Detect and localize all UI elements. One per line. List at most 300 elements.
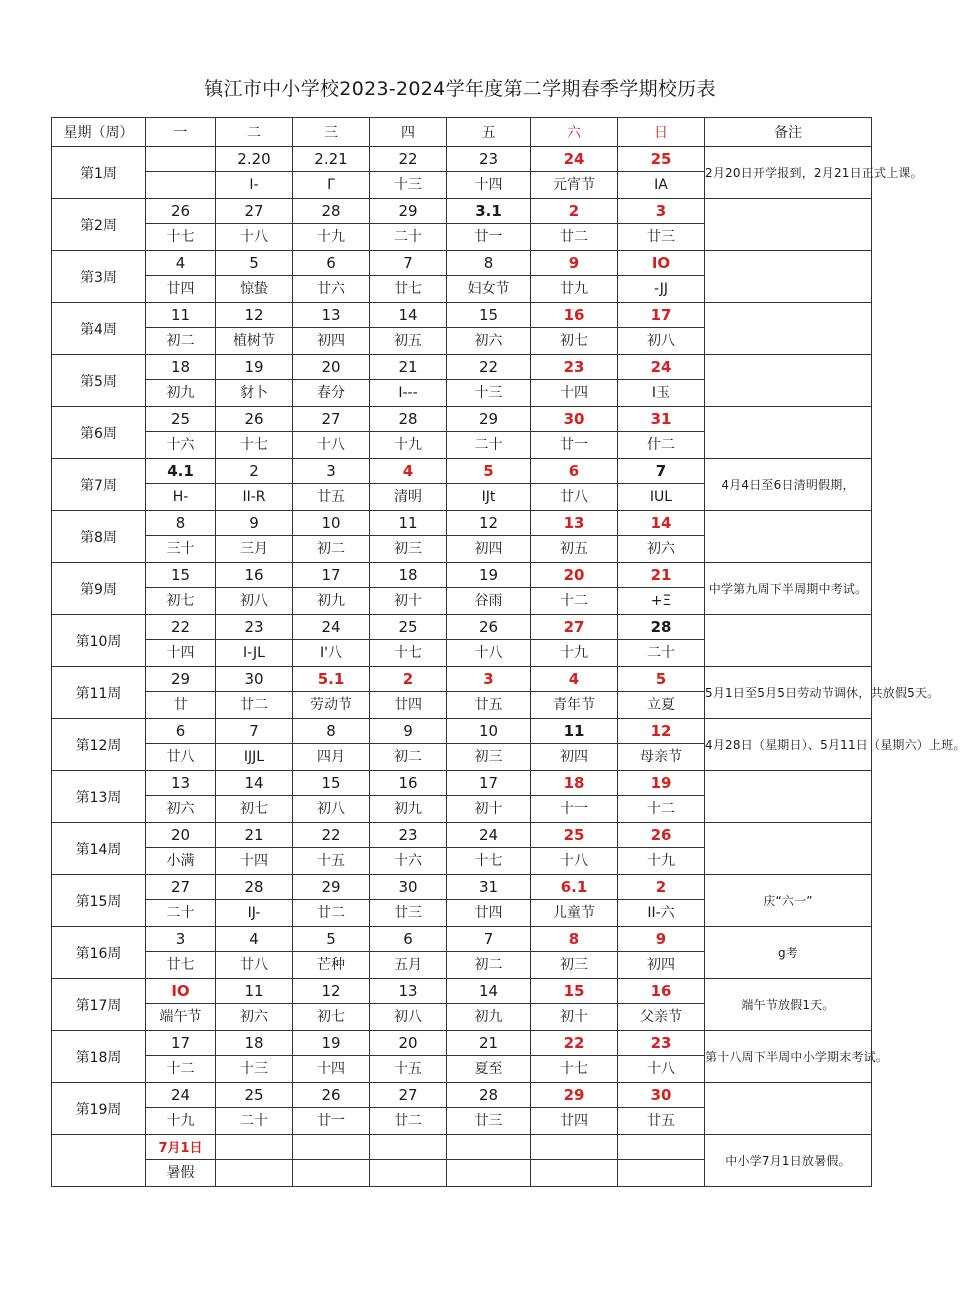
week-row xyxy=(52,251,872,276)
week-label: 第18周 xyxy=(52,1031,146,1083)
lunar-cell: IJJL xyxy=(216,744,293,771)
date-cell: 15 xyxy=(531,979,618,1004)
lunar-cell: 初五 xyxy=(531,536,618,563)
lunar-cell: 廿三 xyxy=(618,224,705,251)
empty-cell xyxy=(216,1135,293,1160)
header-notes: 备注 xyxy=(705,118,872,147)
lunar-cell: 元宵节 xyxy=(531,172,618,199)
date-cell: 9 xyxy=(531,251,618,276)
lunar-cell: 十八 xyxy=(447,640,531,667)
header-day: 六 xyxy=(531,118,618,147)
date-cell: 29 xyxy=(531,1083,618,1108)
date-cell: 7 xyxy=(618,459,705,484)
lunar-cell: 初二 xyxy=(447,952,531,979)
empty-week-label xyxy=(52,1135,146,1187)
lunar-cell: 三十 xyxy=(146,536,216,563)
date-cell: 29 xyxy=(293,875,370,900)
lunar-cell: 初六 xyxy=(146,796,216,823)
lunar-cell: 劳动节 xyxy=(293,692,370,719)
lunar-cell xyxy=(146,172,216,199)
week-label: 第1周 xyxy=(52,147,146,199)
notes-cell: 第十八周下半周中小学期末考试。 xyxy=(705,1031,872,1083)
empty-cell xyxy=(370,1135,447,1160)
lunar-cell: 二十 xyxy=(618,640,705,667)
lunar-cell: 初三 xyxy=(370,536,447,563)
lunar-cell: 廿八 xyxy=(531,484,618,511)
date-cell: 29 xyxy=(146,667,216,692)
header-day: 二 xyxy=(216,118,293,147)
date-cell: 5 xyxy=(293,927,370,952)
lunar-cell: H- xyxy=(146,484,216,511)
week-label: 第5周 xyxy=(52,355,146,407)
date-cell: 23 xyxy=(531,355,618,380)
empty-cell xyxy=(293,1135,370,1160)
date-cell: 5 xyxy=(216,251,293,276)
empty-cell xyxy=(216,1160,293,1187)
lunar-cell: 廿四 xyxy=(447,900,531,927)
date-cell: 4 xyxy=(531,667,618,692)
lunar-cell: 廿二 xyxy=(370,1108,447,1135)
week-row xyxy=(52,355,872,380)
empty-cell xyxy=(531,1135,618,1160)
week-row xyxy=(52,875,872,900)
date-cell: 2 xyxy=(531,199,618,224)
notes-cell: 4月4日至6日清明假期， xyxy=(705,459,872,511)
date-cell: 7 xyxy=(447,927,531,952)
lunar-cell: 廿九 xyxy=(531,276,618,303)
date-cell: 13 xyxy=(293,303,370,328)
lunar-cell: 廿二 xyxy=(293,900,370,927)
lunar-cell: 初九 xyxy=(146,380,216,407)
date-cell: 2.21 xyxy=(293,147,370,172)
date-cell: 28 xyxy=(370,407,447,432)
date-cell: 26 xyxy=(447,615,531,640)
week-label: 第2周 xyxy=(52,199,146,251)
date-cell: 16 xyxy=(531,303,618,328)
date-cell: 4 xyxy=(146,251,216,276)
date-cell: 18 xyxy=(146,355,216,380)
week-row xyxy=(52,1083,872,1108)
lunar-cell: 廿四 xyxy=(146,276,216,303)
date-cell: 6.1 xyxy=(531,875,618,900)
week-row xyxy=(52,199,872,224)
lunar-cell: 十七 xyxy=(447,848,531,875)
lunar-cell: 初七 xyxy=(531,328,618,355)
lunar-cell: 二十 xyxy=(447,432,531,459)
lunar-cell: 十三 xyxy=(370,172,447,199)
date-cell: 24 xyxy=(447,823,531,848)
date-cell: 5 xyxy=(447,459,531,484)
lunar-cell: 初三 xyxy=(531,952,618,979)
date-cell: 5 xyxy=(618,667,705,692)
date-cell: 9 xyxy=(370,719,447,744)
week-label: 第8周 xyxy=(52,511,146,563)
lunar-cell: 廿四 xyxy=(370,692,447,719)
week-label: 第4周 xyxy=(52,303,146,355)
notes-cell: 中学第九周下半周期中考试。 xyxy=(705,563,872,615)
date-cell: 26 xyxy=(618,823,705,848)
date-cell: 31 xyxy=(447,875,531,900)
lunar-cell: 十四 xyxy=(293,1056,370,1083)
calendar-table xyxy=(51,117,966,1187)
date-cell: 24 xyxy=(146,1083,216,1108)
date-cell: 26 xyxy=(293,1083,370,1108)
lunar-cell: 初十 xyxy=(370,588,447,615)
week-label: 第10周 xyxy=(52,615,146,667)
lunar-cell: 五月 xyxy=(370,952,447,979)
date-cell: 10 xyxy=(447,719,531,744)
lunar-cell: 初四 xyxy=(447,536,531,563)
lunar-cell: IUL xyxy=(618,484,705,511)
lunar-cell: II-六 xyxy=(618,900,705,927)
lunar-cell: 廿四 xyxy=(531,1108,618,1135)
header-day: 一 xyxy=(146,118,216,147)
week-label: 第9周 xyxy=(52,563,146,615)
date-cell: 28 xyxy=(618,615,705,640)
date-cell: 18 xyxy=(370,563,447,588)
lunar-cell: 初九 xyxy=(447,1004,531,1031)
week-row xyxy=(52,615,872,640)
date-cell: 19 xyxy=(216,355,293,380)
lunar-cell: 廿一 xyxy=(447,224,531,251)
lunar-cell: II-R xyxy=(216,484,293,511)
notes-cell: 庆“六一” xyxy=(705,875,872,927)
lunar-cell: 十八 xyxy=(531,848,618,875)
week-row xyxy=(52,979,872,1004)
lunar-cell: 廿八 xyxy=(146,744,216,771)
date-cell: 22 xyxy=(447,355,531,380)
lunar-cell: 廿六 xyxy=(293,276,370,303)
lunar-cell: 廿五 xyxy=(447,692,531,719)
date-cell: 14 xyxy=(216,771,293,796)
date-cell: 3 xyxy=(447,667,531,692)
date-cell: 24 xyxy=(618,355,705,380)
week-row xyxy=(52,667,872,692)
date-cell: 2.20 xyxy=(216,147,293,172)
lunar-cell: 十九 xyxy=(146,1108,216,1135)
lunar-cell: 三月 xyxy=(216,536,293,563)
lunar-cell: 十四 xyxy=(531,380,618,407)
date-cell: 20 xyxy=(531,563,618,588)
date-cell: 30 xyxy=(216,667,293,692)
week-row xyxy=(52,771,872,796)
lunar-cell: 什二 xyxy=(618,432,705,459)
date-cell: 23 xyxy=(618,1031,705,1056)
week-row xyxy=(52,1031,872,1056)
notes-cell: 4月28日（星期日）、5月11日（星期六）上班。 xyxy=(705,719,872,771)
notes-cell xyxy=(705,511,872,563)
date-cell: 17 xyxy=(618,303,705,328)
summer-note: 中小学7月1日放暑假。 xyxy=(705,1135,872,1187)
date-cell: 21 xyxy=(447,1031,531,1056)
lunar-cell: 初四 xyxy=(531,744,618,771)
lunar-cell: 廿八 xyxy=(216,952,293,979)
lunar-cell: 初十 xyxy=(447,796,531,823)
lunar-cell: 十二 xyxy=(146,1056,216,1083)
date-cell: 10 xyxy=(293,511,370,536)
date-cell: 7 xyxy=(216,719,293,744)
date-cell: 26 xyxy=(216,407,293,432)
lunar-cell: 初二 xyxy=(370,744,447,771)
empty-cell xyxy=(370,1160,447,1187)
date-cell: 20 xyxy=(293,355,370,380)
date-cell: 13 xyxy=(370,979,447,1004)
date-cell: 14 xyxy=(618,511,705,536)
lunar-cell: 初八 xyxy=(618,328,705,355)
lunar-cell: 十七 xyxy=(146,224,216,251)
week-label: 第11周 xyxy=(52,667,146,719)
date-cell: 27 xyxy=(531,615,618,640)
date-cell: 30 xyxy=(531,407,618,432)
date-cell: 29 xyxy=(370,199,447,224)
date-cell: 27 xyxy=(146,875,216,900)
lunar-cell: 廿五 xyxy=(618,1108,705,1135)
date-cell: 3 xyxy=(618,199,705,224)
date-cell: 19 xyxy=(618,771,705,796)
date-cell: 8 xyxy=(447,251,531,276)
date-cell: 12 xyxy=(216,303,293,328)
date-cell: 27 xyxy=(370,1083,447,1108)
date-cell: 15 xyxy=(146,563,216,588)
lunar-cell: 小满 xyxy=(146,848,216,875)
date-cell: 27 xyxy=(293,407,370,432)
date-cell: 15 xyxy=(447,303,531,328)
notes-cell: 端午节放假1天。 xyxy=(705,979,872,1031)
date-cell: 11 xyxy=(146,303,216,328)
empty-cell xyxy=(447,1135,531,1160)
date-cell: 22 xyxy=(531,1031,618,1056)
date-cell: 11 xyxy=(531,719,618,744)
lunar-cell: 初六 xyxy=(618,536,705,563)
date-cell: 17 xyxy=(293,563,370,588)
lunar-cell: +Ξ xyxy=(618,588,705,615)
date-cell: 23 xyxy=(447,147,531,172)
lunar-cell: IJt xyxy=(447,484,531,511)
date-cell: 16 xyxy=(618,979,705,1004)
date-cell: 12 xyxy=(293,979,370,1004)
date-cell: 16 xyxy=(216,563,293,588)
notes-cell xyxy=(705,199,872,251)
date-cell: 15 xyxy=(293,771,370,796)
lunar-cell: 端午节 xyxy=(146,1004,216,1031)
week-row xyxy=(52,407,872,432)
notes-cell xyxy=(705,615,872,667)
week-row xyxy=(52,511,872,536)
lunar-cell: Γ xyxy=(293,172,370,199)
lunar-cell: 十二 xyxy=(618,796,705,823)
lunar-cell: I-JL xyxy=(216,640,293,667)
notes-cell: 2月20日开学报到，2月21日正式上课。 xyxy=(705,147,872,199)
date-cell: 19 xyxy=(447,563,531,588)
lunar-cell: 十一 xyxy=(531,796,618,823)
date-cell: 8 xyxy=(531,927,618,952)
date-cell: 26 xyxy=(146,199,216,224)
lunar-cell: 初六 xyxy=(216,1004,293,1031)
week-label: 第19周 xyxy=(52,1083,146,1135)
lunar-cell: 初八 xyxy=(216,588,293,615)
date-cell: 13 xyxy=(531,511,618,536)
week-row xyxy=(52,823,872,848)
date-cell: 25 xyxy=(146,407,216,432)
date-cell: 8 xyxy=(293,719,370,744)
date-cell: 3 xyxy=(293,459,370,484)
date-cell: 25 xyxy=(216,1083,293,1108)
date-cell: 5.1 xyxy=(293,667,370,692)
lunar-cell: 二十 xyxy=(370,224,447,251)
date-cell: 20 xyxy=(370,1031,447,1056)
date-cell: 28 xyxy=(447,1083,531,1108)
week-label: 第13周 xyxy=(52,771,146,823)
lunar-cell: 初二 xyxy=(146,328,216,355)
lunar-cell: 十四 xyxy=(146,640,216,667)
lunar-cell: 二十 xyxy=(216,1108,293,1135)
lunar-cell: 初九 xyxy=(370,796,447,823)
date-cell: 16 xyxy=(370,771,447,796)
date-cell: 24 xyxy=(531,147,618,172)
date-cell: 4 xyxy=(216,927,293,952)
date-cell: 22 xyxy=(146,615,216,640)
date-cell: 4 xyxy=(370,459,447,484)
lunar-cell: 谷雨 xyxy=(447,588,531,615)
header-row xyxy=(52,118,872,147)
summer-date xyxy=(146,1135,216,1160)
date-cell: 31 xyxy=(618,407,705,432)
date-cell: 30 xyxy=(370,875,447,900)
lunar-cell: 植树节 xyxy=(216,328,293,355)
lunar-cell: 夏至 xyxy=(447,1056,531,1083)
date-cell: 4.1 xyxy=(146,459,216,484)
date-cell xyxy=(146,147,216,172)
lunar-cell: 十三 xyxy=(216,1056,293,1083)
lunar-cell: 廿 xyxy=(146,692,216,719)
date-cell: IO xyxy=(618,251,705,276)
date-cell: 9 xyxy=(216,511,293,536)
lunar-cell: 初五 xyxy=(370,328,447,355)
notes-cell xyxy=(705,407,872,459)
date-cell: 18 xyxy=(216,1031,293,1056)
date-cell: 6 xyxy=(293,251,370,276)
lunar-cell: 初三 xyxy=(447,744,531,771)
date-cell: 20 xyxy=(146,823,216,848)
header-day: 三 xyxy=(293,118,370,147)
week-label: 第17周 xyxy=(52,979,146,1031)
lunar-cell: -JJ xyxy=(618,276,705,303)
date-cell: 13 xyxy=(146,771,216,796)
date-cell: 2 xyxy=(618,875,705,900)
lunar-cell: 初八 xyxy=(293,796,370,823)
date-cell: 9 xyxy=(618,927,705,952)
lunar-cell: 初四 xyxy=(618,952,705,979)
lunar-cell: 十二 xyxy=(531,588,618,615)
lunar-cell: I玉 xyxy=(618,380,705,407)
lunar-cell: 十四 xyxy=(447,172,531,199)
week-label: 第7周 xyxy=(52,459,146,511)
date-cell: 28 xyxy=(216,875,293,900)
date-cell: 6 xyxy=(531,459,618,484)
lunar-cell: 四月 xyxy=(293,744,370,771)
lunar-cell: IJ- xyxy=(216,900,293,927)
lunar-cell: 初九 xyxy=(293,588,370,615)
lunar-cell: 十六 xyxy=(370,848,447,875)
notes-cell: g考 xyxy=(705,927,872,979)
date-cell: 27 xyxy=(216,199,293,224)
date-cell: 18 xyxy=(531,771,618,796)
lunar-cell: 十七 xyxy=(531,1056,618,1083)
lunar-cell: 十九 xyxy=(370,432,447,459)
week-label: 第6周 xyxy=(52,407,146,459)
empty-cell xyxy=(618,1160,705,1187)
lunar-cell: 廿七 xyxy=(370,276,447,303)
date-cell: 14 xyxy=(370,303,447,328)
header-day: 四 xyxy=(370,118,447,147)
date-cell: 23 xyxy=(216,615,293,640)
lunar-cell: 妇女节 xyxy=(447,276,531,303)
lunar-cell: 立夏 xyxy=(618,692,705,719)
lunar-cell: 初八 xyxy=(370,1004,447,1031)
lunar-cell: 儿童节 xyxy=(531,900,618,927)
lunar-cell: 廿一 xyxy=(531,432,618,459)
week-row xyxy=(52,927,872,952)
lunar-cell: 十七 xyxy=(216,432,293,459)
lunar-cell: 十七 xyxy=(370,640,447,667)
notes-cell xyxy=(705,303,872,355)
date-cell: 21 xyxy=(370,355,447,380)
date-cell: 11 xyxy=(370,511,447,536)
date-cell: 11 xyxy=(216,979,293,1004)
date-cell: 17 xyxy=(447,771,531,796)
lunar-cell: 清明 xyxy=(370,484,447,511)
date-cell: 8 xyxy=(146,511,216,536)
week-label: 第3周 xyxy=(52,251,146,303)
date-cell: 12 xyxy=(447,511,531,536)
date-cell: 19 xyxy=(293,1031,370,1056)
empty-cell xyxy=(447,1160,531,1187)
week-row xyxy=(52,563,872,588)
date-cell: 2 xyxy=(370,667,447,692)
empty-cell xyxy=(293,1160,370,1187)
page-title: 镇江市中小学校2023-2024学年度第二学期春季学期校历表 xyxy=(204,78,716,100)
date-cell: 14 xyxy=(447,979,531,1004)
lunar-cell: 初七 xyxy=(216,796,293,823)
date-cell: 25 xyxy=(531,823,618,848)
lunar-cell: 十九 xyxy=(618,848,705,875)
week-row xyxy=(52,719,872,744)
empty-cell xyxy=(531,1160,618,1187)
date-cell: 3 xyxy=(146,927,216,952)
notes-cell xyxy=(705,771,872,823)
lunar-cell: 春分 xyxy=(293,380,370,407)
lunar-cell: I'八 xyxy=(293,640,370,667)
lunar-cell: 廿二 xyxy=(216,692,293,719)
week-row xyxy=(52,147,872,172)
week-label: 第12周 xyxy=(52,719,146,771)
lunar-cell: 豺卜 xyxy=(216,380,293,407)
date-cell: 29 xyxy=(447,407,531,432)
week-row xyxy=(52,303,872,328)
header-day: 五 xyxy=(447,118,531,147)
date-cell: 7 xyxy=(370,251,447,276)
summer-date-text: 7月1日 xyxy=(158,1140,203,1156)
lunar-cell: I--- xyxy=(370,380,447,407)
lunar-cell: 十五 xyxy=(293,848,370,875)
date-cell: 2 xyxy=(216,459,293,484)
header-day: 日 xyxy=(618,118,705,147)
lunar-cell: 初二 xyxy=(293,536,370,563)
notes-cell xyxy=(705,251,872,303)
lunar-cell: 初六 xyxy=(447,328,531,355)
notes-cell xyxy=(705,355,872,407)
date-cell: 25 xyxy=(618,147,705,172)
